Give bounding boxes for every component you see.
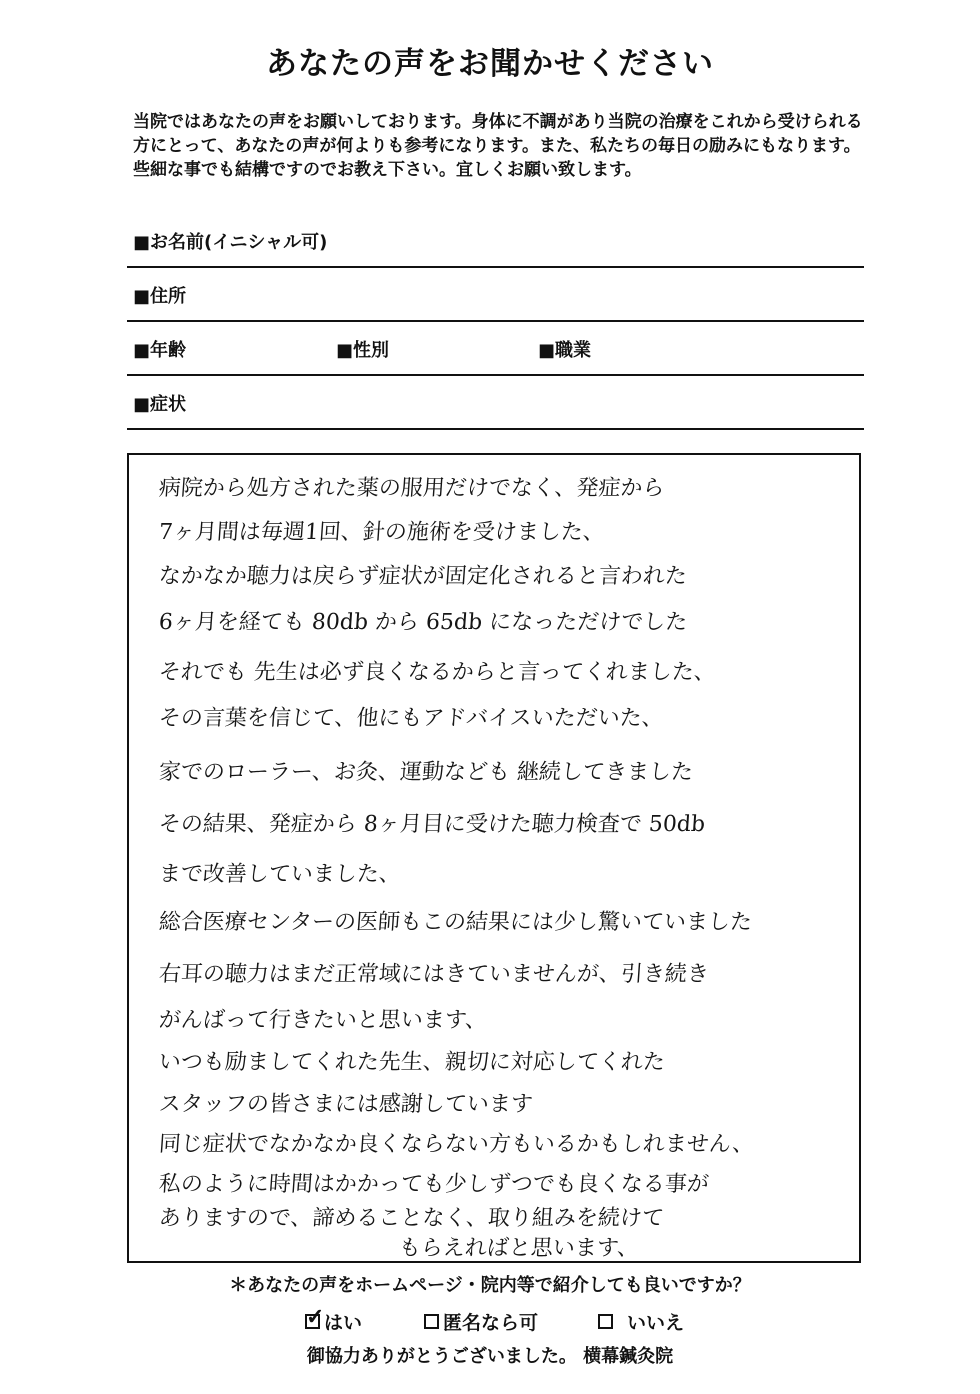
- gender-field-label: ■性別: [336, 340, 390, 361]
- handwritten-line: 6ヶ月を経ても 80db から 65db になっただけでした: [157, 610, 689, 635]
- symptom-field-label: ■症状: [133, 394, 187, 415]
- age-field-label: ■年齢: [133, 340, 187, 361]
- handwritten-line: それでも 先生は必ず良くなるからと言ってくれました、: [157, 660, 717, 685]
- option-label-no: いいえ: [627, 1312, 685, 1334]
- consent-option-anonymous[interactable]: [424, 1308, 538, 1335]
- profile-field-line[interactable]: [127, 374, 864, 376]
- handwritten-line: がんばって行きたいと思います、: [157, 1008, 488, 1033]
- handwritten-line: スタッフの皆さまには感謝しています: [157, 1092, 534, 1117]
- address-field-line[interactable]: [127, 320, 864, 322]
- handwritten-line: 家でのローラー、お灸、運動なども 継続してきました: [157, 760, 694, 785]
- handwritten-line: なかなか聴力は戻らず症状が固定化されると言われた: [157, 564, 688, 589]
- handwritten-line: 7ヶ月間は毎週1回、針の施術を受けました、: [157, 520, 606, 545]
- handwritten-line: 右耳の聴力はまだ正常域にはきていませんが、引き続き: [157, 962, 710, 987]
- checkbox[interactable]: [424, 1314, 439, 1329]
- comment-box: [127, 453, 861, 1263]
- handwritten-line: 病院から処方された薬の服用だけでなく、発症から: [157, 476, 666, 501]
- page-title: あなたの声をお聞かせください: [266, 46, 714, 82]
- consent-question: ＊あなたの声をホームページ・院内等で紹介しても良いですか？: [229, 1275, 751, 1296]
- handwritten-line: いつも励ましてくれた先生、親切に対応してくれた: [157, 1050, 666, 1075]
- option-label-anonymous: 匿名なら可: [443, 1312, 539, 1334]
- symptom-field-line[interactable]: [127, 428, 864, 430]
- consent-option-no[interactable]: [598, 1308, 684, 1335]
- thanks-text: 御協力ありがとうございました。 横幕鍼灸院: [306, 1346, 674, 1367]
- checkbox-checked[interactable]: [305, 1304, 325, 1330]
- checkbox[interactable]: [598, 1314, 613, 1329]
- handwritten-line: もらえればと思います、: [397, 1236, 640, 1261]
- handwritten-line: まで改善していました、: [157, 862, 402, 887]
- handwritten-line: 総合医療センターの医師もこの結果には少し驚いていました: [157, 910, 753, 935]
- occupation-field-label: ■職業: [538, 340, 592, 361]
- handwritten-line: ありますので、諦めることなく、取り組みを続けて: [157, 1206, 665, 1231]
- handwritten-line: 同じ症状でなかなか良くならない方もいるかもしれません、: [157, 1132, 756, 1157]
- option-label-yes: はい: [324, 1312, 363, 1334]
- check-mark-icon: ✓: [306, 1304, 325, 1330]
- consent-option-yes[interactable]: [305, 1304, 363, 1335]
- handwritten-line: その結果、発症から 8ヶ月目に受けた聴力検査で 50db: [157, 812, 706, 837]
- handwritten-line: 私のように時間はかかっても少しずつでも良くなる事が: [157, 1172, 710, 1197]
- address-field-label: ■住所: [133, 286, 187, 307]
- name-field-label: ■お名前(イニシャル可): [133, 232, 328, 253]
- intro-text: 当院ではあなたの声をお願いしております。身体に不調があり当院の治療をこれから受けられる方にとって、あなたの声が何よりも参考になります。また、私たちの毎日の励みにもなります。些細な事でも結構ですのでお教え下さい。宜しくお願い致します。: [133, 112, 863, 180]
- handwritten-line: その言葉を信じて、他にもアドバイスいただいた、: [157, 706, 665, 731]
- name-field-line[interactable]: [127, 266, 864, 268]
